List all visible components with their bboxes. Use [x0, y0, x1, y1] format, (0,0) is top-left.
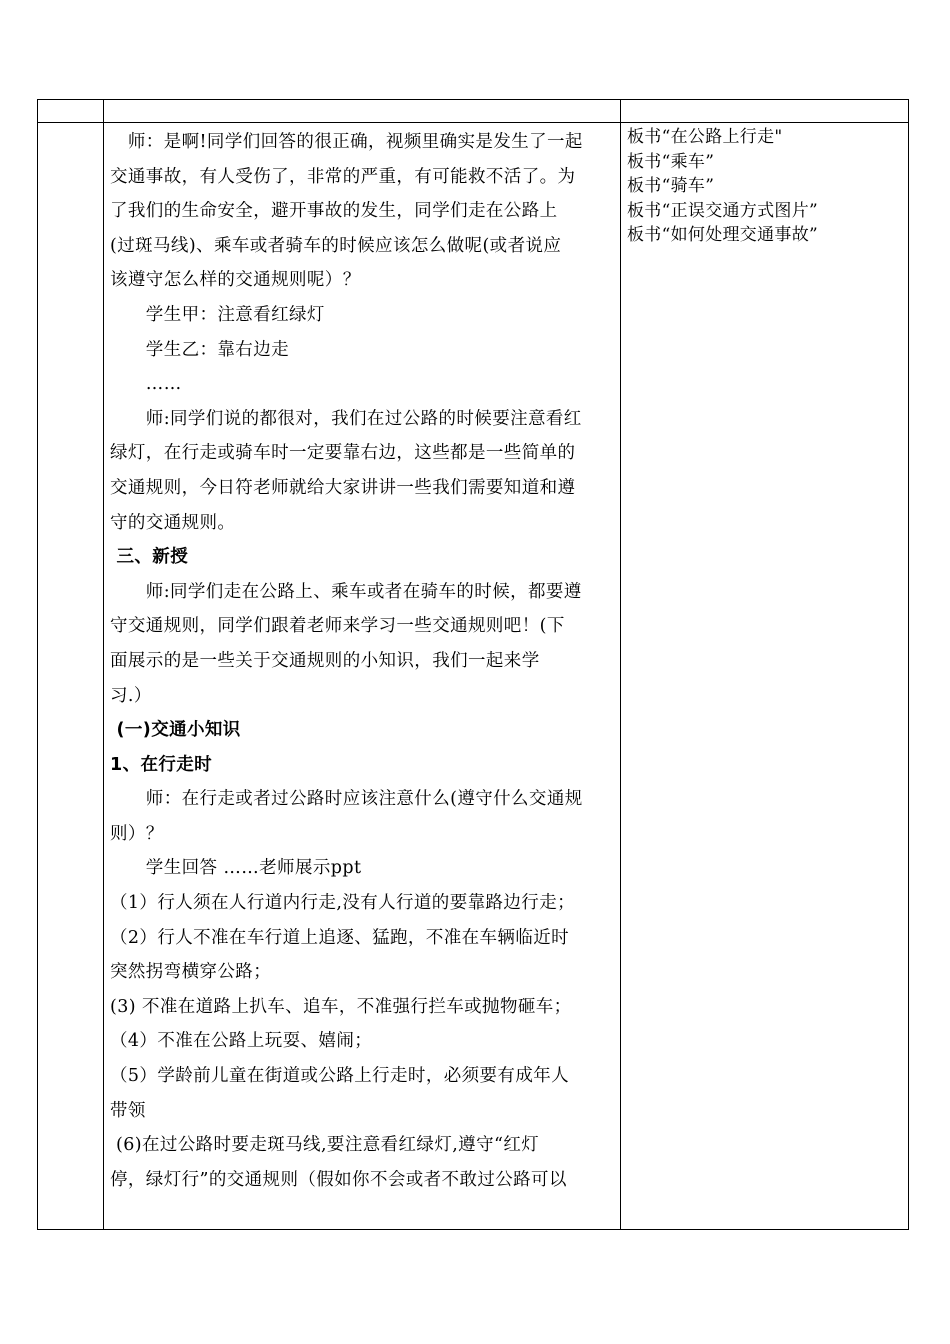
blackboard-note: 板书“正误交通方式图片”	[627, 200, 818, 221]
table-cell-main-top	[104, 100, 621, 123]
text-line: 停，绿灯行”的交通规则（假如你不会或者不敢过公路可以	[110, 1169, 567, 1190]
subsection-heading: (一)交通小知识	[110, 720, 241, 741]
text-line: 交通规则，今日符老师就给大家讲讲一些我们需要知道和遵	[110, 477, 576, 498]
table-body-row	[38, 123, 909, 1230]
table-cell-side-top	[621, 100, 909, 123]
table-cell-left	[38, 123, 104, 1230]
blackboard-note: 板书“骑车”	[627, 176, 715, 196]
table-header-row	[38, 100, 909, 123]
text-line: （4）不准在公路上玩耍、嬉闹；	[110, 1031, 373, 1052]
text-line: （5）学龄前儿童在街道或公路上行走时，必须要有成年人	[110, 1066, 570, 1087]
text-line: 学生乙：靠右边走	[110, 339, 289, 360]
text-line: 该遵守怎么样的交通规则呢）？	[110, 270, 361, 291]
blackboard-note: 板书“在公路上行走"	[627, 127, 783, 147]
text-line: ……	[110, 374, 182, 395]
blackboard-note: 板书“乘车”	[627, 151, 715, 172]
text-line: （2）行人不准在车行道上追逐、猛跑，不准在车辆临近时	[110, 927, 570, 948]
text-line: 了我们的生命安全，避开事故的发生，同学们走在公路上	[110, 201, 558, 222]
text-line: 面展示的是一些关于交通规则的小知识，我们一起来学	[110, 650, 540, 671]
text-line: (6)在过公路时要走斑马线,要注意看红绿灯,遵守“红灯	[110, 1135, 540, 1156]
text-line: 学生甲：注意看红绿灯	[110, 304, 325, 325]
text-line: 师：是啊!同学们回答的很正确，视频里确实是发生了一起	[110, 132, 583, 152]
table-cell-left-top	[38, 100, 104, 123]
text-line: 学生回答 ……老师展示ppt	[110, 858, 362, 879]
subsection-heading: 1、在行走时	[110, 754, 213, 775]
text-line: (3) 不准在道路上扒车、追车，不准强行拦车或抛物砸车；	[110, 996, 572, 1017]
blackboard-notes-cell	[621, 123, 909, 1230]
section-heading: 三、新授	[110, 547, 189, 568]
text-line: 突然拐弯横穿公路；	[110, 962, 272, 983]
text-line: 守交通规则，同学们跟着老师来学习一些交通规则吧！(下	[110, 616, 565, 637]
teaching-process-cell	[104, 123, 621, 1230]
text-line: 习.）	[110, 685, 152, 706]
text-line: （1）行人须在人行道内行走,没有人行道的要靠路边行走；	[110, 893, 575, 914]
text-line: (过斑马线)、乘车或者骑车的时候应该怎么做呢(或者说应	[110, 235, 562, 256]
text-line: 师:同学们说的都很对，我们在过公路的时候要注意看红	[110, 408, 582, 429]
text-line: 师：在行走或者过公路时应该注意什么(遵守什么交通规	[110, 789, 583, 810]
blackboard-note: 板书“如何处理交通事故”	[627, 225, 818, 245]
text-line: 守的交通规则。	[110, 512, 236, 533]
text-line: 交通事故，有人受伤了，非常的严重，有可能救不活了。为	[110, 166, 576, 187]
lesson-plan-table	[37, 99, 909, 1230]
text-line: 带领	[110, 1100, 146, 1121]
text-line: 师:同学们走在公路上、乘车或者在骑车的时候，都要遵	[110, 581, 582, 602]
text-line: 绿灯，在行走或骑车时一定要靠右边，这些都是一些简单的	[110, 443, 576, 464]
text-line: 则）？	[110, 823, 164, 844]
